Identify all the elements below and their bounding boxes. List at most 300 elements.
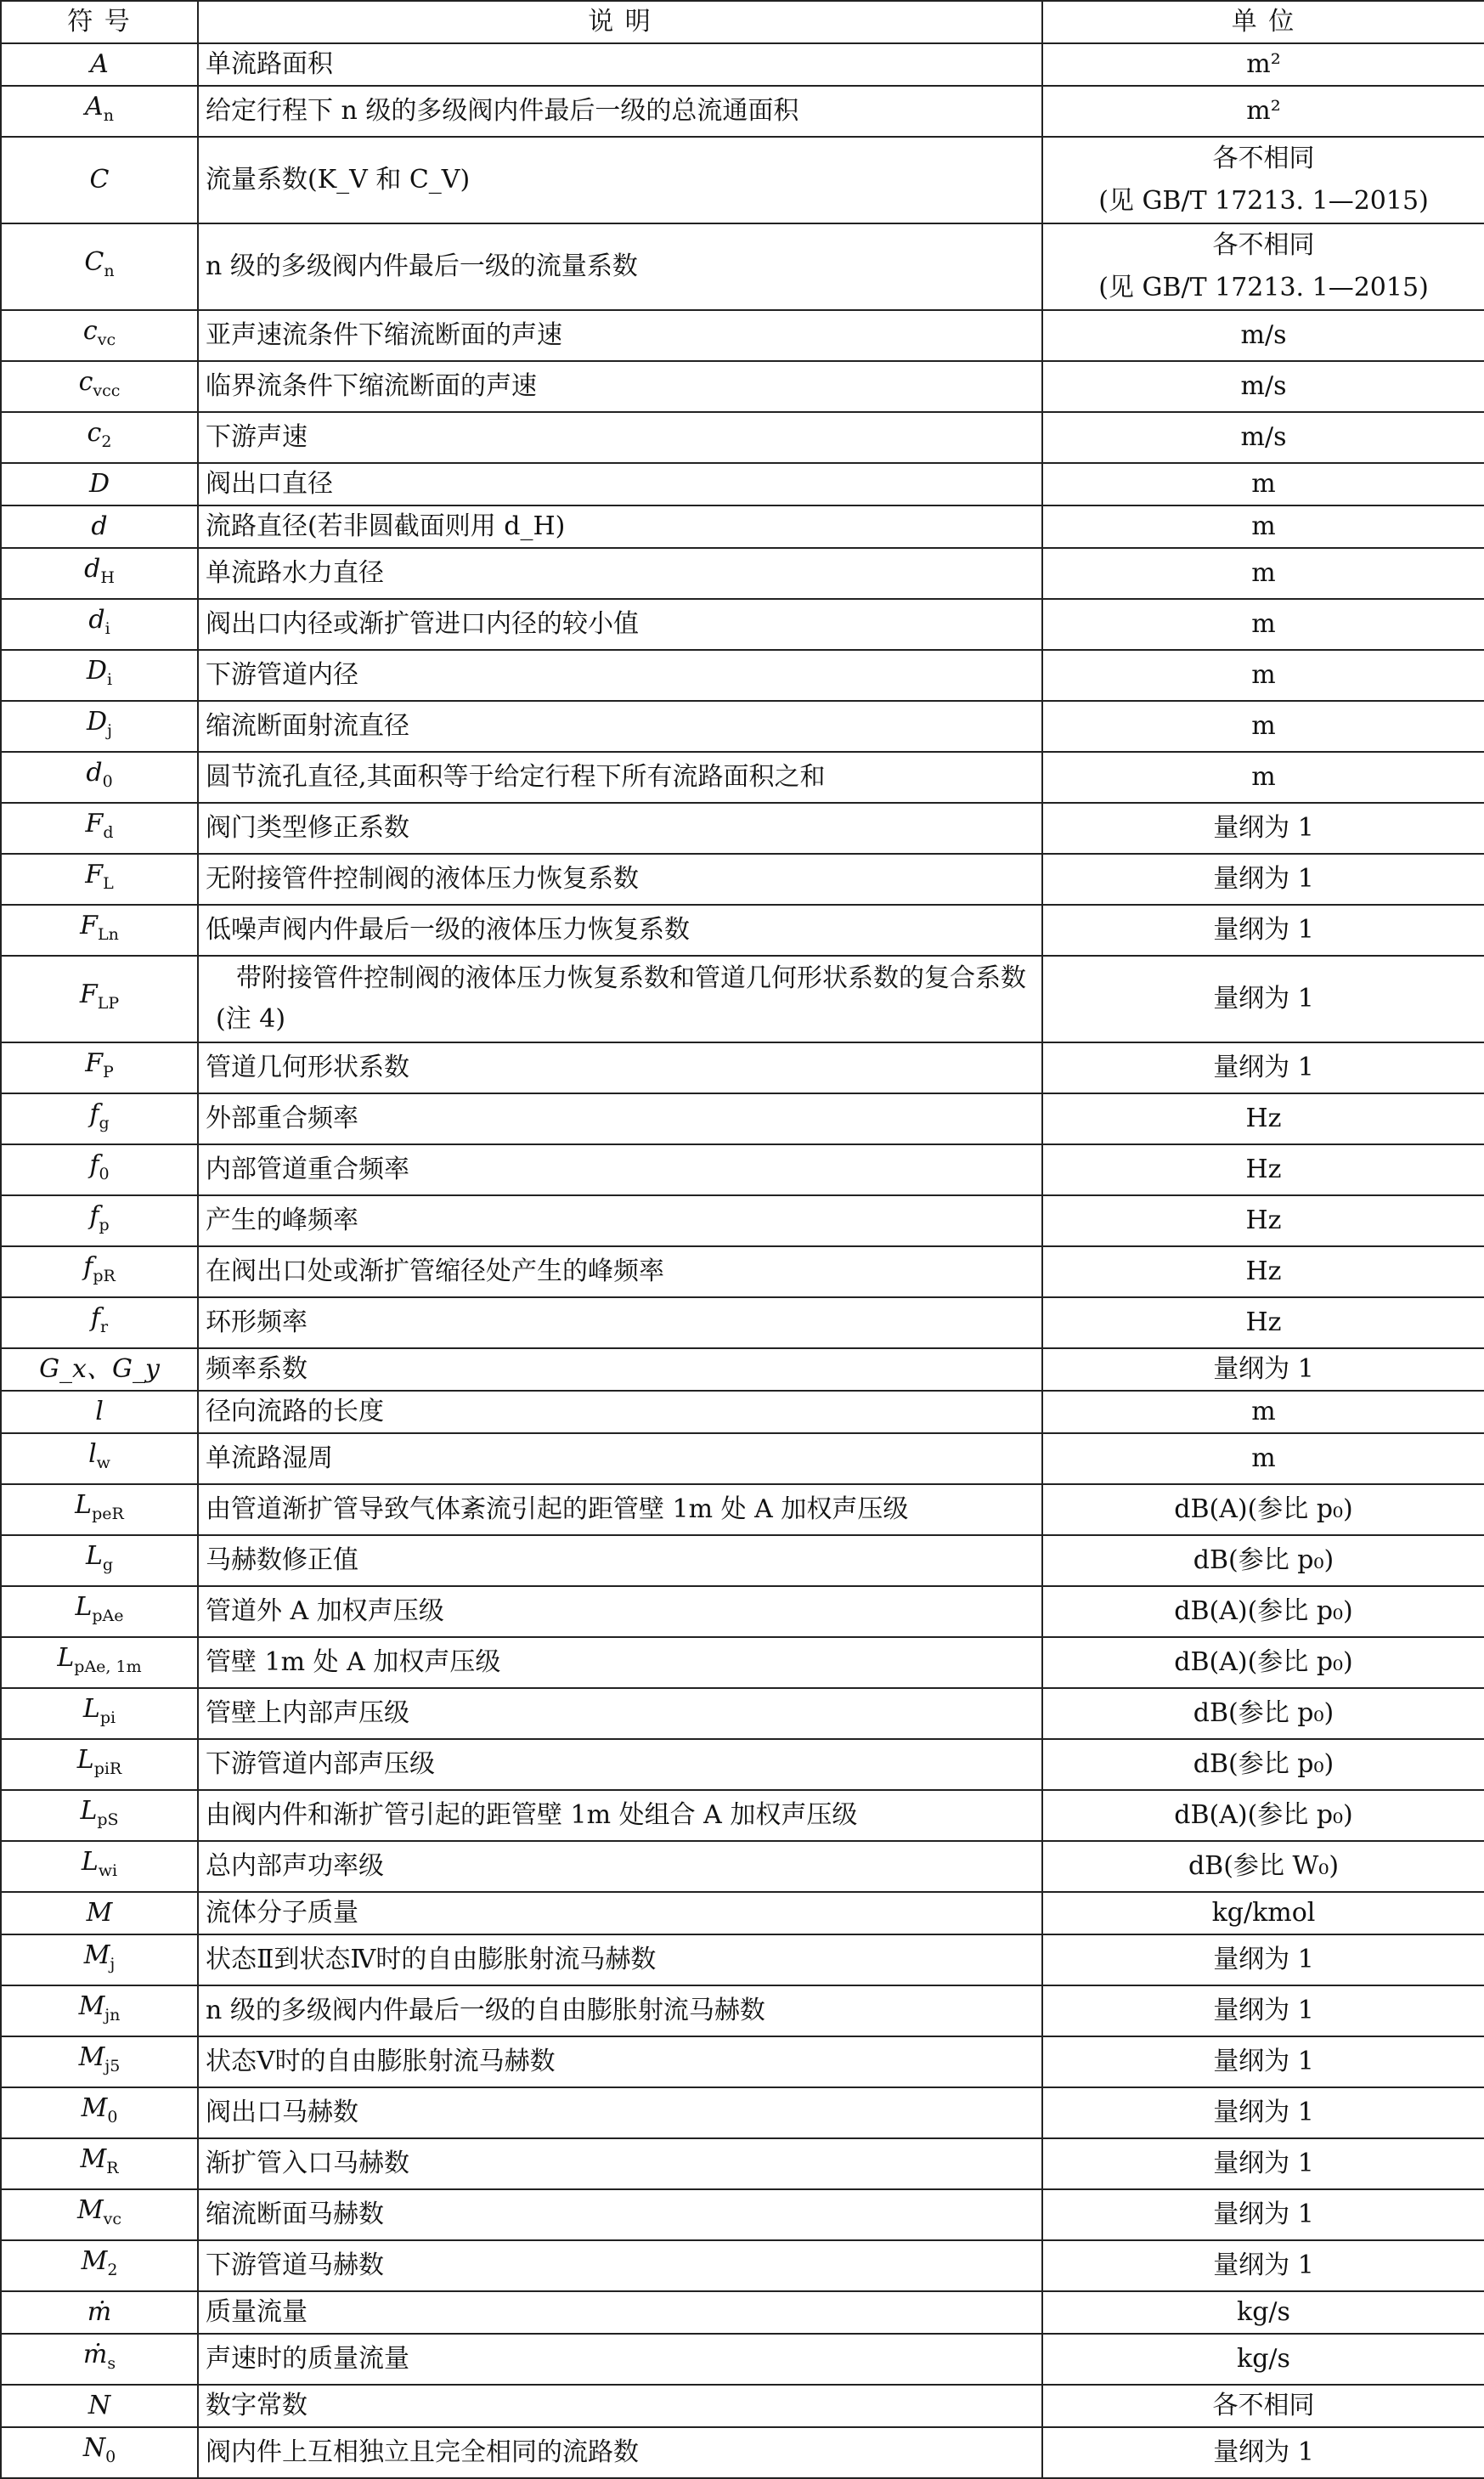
unit-text: 量纲为 1: [1213, 2149, 1314, 2178]
symbol-subscript: j5: [104, 2057, 121, 2075]
unit-cell: [1042, 1790, 1484, 1841]
symbol-cell: [1, 2385, 198, 2427]
table-row: [1, 463, 1484, 505]
unit-cell: [1042, 1985, 1484, 2036]
table-row: [1, 223, 1484, 310]
table-row: [1, 2087, 1484, 2138]
table-row: [1, 2334, 1484, 2385]
unit-text: m/s: [1240, 320, 1287, 350]
symbol-base: l: [95, 1397, 104, 1426]
unit-text: kg/kmol: [1211, 1898, 1316, 1928]
symbol-base: M: [83, 1940, 110, 1970]
symbol-base: L: [76, 1745, 94, 1775]
unit-cell: [1042, 1391, 1484, 1433]
symbol-cell: [1, 2427, 198, 2478]
table-row: [1, 1433, 1484, 1484]
description-cell: 由阀内件和渐扩管引起的距管壁 1m 处组合 A 加权声压级: [198, 1790, 1042, 1841]
symbol-base: M: [78, 1991, 105, 2021]
table-row: [1, 1348, 1484, 1391]
symbol-base: D: [87, 707, 108, 737]
unit-cell: [1042, 650, 1484, 701]
description-cell: 质量流量: [198, 2291, 1042, 2334]
description-cell: 管壁 1m 处 A 加权声压级: [198, 1637, 1042, 1688]
symbol-cell: [1, 599, 198, 650]
table-row: [1, 1042, 1484, 1093]
symbol-cell: [1, 2334, 198, 2385]
unit-cell: [1042, 1433, 1484, 1484]
symbol-subscript: vcc: [93, 381, 121, 400]
symbol-cell: [1, 43, 198, 86]
symbol-cell: [1, 1841, 198, 1892]
symbol-subscript: pAe, 1m: [74, 1657, 142, 1676]
unit-text: 量纲为 1: [1213, 1996, 1314, 2025]
description-cell: 下游声速: [198, 412, 1042, 463]
unit-text: 各不相同: [1212, 2391, 1315, 2420]
symbol-base: F: [79, 980, 98, 1009]
description-cell: 管道外 A 加权声压级: [198, 1586, 1042, 1637]
unit-text: kg/s: [1237, 2297, 1290, 2327]
symbol-subscript: pR: [93, 1267, 116, 1285]
description-cell: 临界流条件下缩流断面的声速: [198, 361, 1042, 412]
symbol-base: D: [86, 656, 107, 686]
unit-text: 量纲为 1: [1213, 2047, 1314, 2076]
symbol-subscript: R: [106, 2159, 119, 2177]
table-row: [1, 1297, 1484, 1348]
description-cell: 流体分子质量: [198, 1892, 1042, 1934]
description-cell: 外部重合频率: [198, 1093, 1042, 1144]
symbol-base: N: [87, 2391, 111, 2420]
symbol-cell: [1, 2087, 198, 2138]
table-row: [1, 803, 1484, 854]
unit-text: dB(参比 p₀): [1193, 1545, 1334, 1575]
description-cell: 阀出口马赫数: [198, 2087, 1042, 2138]
description-cell: 亚声速流条件下缩流断面的声速: [198, 310, 1042, 361]
description-cell: 管壁上内部声压级: [198, 1688, 1042, 1739]
unit-text: 量纲为 1: [1213, 2250, 1314, 2280]
unit-cell: [1042, 223, 1484, 310]
description-cell: 状态Ⅱ到状态Ⅳ时的自由膨胀射流马赫数: [198, 1934, 1042, 1985]
symbol-cell: [1, 1433, 198, 1484]
symbol-subscript: j: [107, 721, 112, 740]
unit-text: 量纲为 1: [1213, 864, 1314, 894]
symbol-subscript: jn: [104, 2006, 121, 2024]
unit-text: m/s: [1240, 422, 1287, 452]
symbol-base: F: [85, 1048, 104, 1078]
description-cell: 缩流断面射流直径: [198, 701, 1042, 752]
table-row: [1, 86, 1484, 137]
description-cell: 带附接管件控制阀的液体压力恢复系数和管道几何形状系数的复合系数(注 4): [198, 956, 1042, 1042]
unit-text: Hz: [1245, 1307, 1282, 1337]
symbol-cell: [1, 1637, 198, 1688]
symbol-cell: [1, 1586, 198, 1637]
symbol-base: L: [81, 1847, 99, 1877]
description-cell: 阀门类型修正系数: [198, 803, 1042, 854]
symbol-base: N: [82, 2433, 106, 2463]
symbol-subscript: w: [96, 1454, 110, 1472]
description-cell: n 级的多级阀内件最后一级的自由膨胀射流马赫数: [198, 1985, 1042, 2036]
table-row: [1, 1246, 1484, 1297]
table-row: [1, 1934, 1484, 1985]
symbol-subscript: g: [99, 1114, 110, 1132]
unit-cell: [1042, 463, 1484, 505]
description-cell: 渐扩管入口马赫数: [198, 2138, 1042, 2189]
description-cell: 在阀出口处或渐扩管缩径处产生的峰频率: [198, 1246, 1042, 1297]
unit-cell: [1042, 86, 1484, 137]
symbol-base: M: [81, 2246, 108, 2276]
table-row: [1, 650, 1484, 701]
symbol-cell: [1, 803, 198, 854]
symbol-subscript: peR: [92, 1505, 124, 1523]
symbol-cell: [1, 1892, 198, 1934]
unit-reference: (见 GB/T 17213. 1—2015): [1098, 273, 1429, 302]
unit-text: kg/s: [1237, 2344, 1290, 2374]
description-cell: 径向流路的长度: [198, 1391, 1042, 1433]
symbol-cell: [1, 905, 198, 956]
table-row: [1, 1841, 1484, 1892]
table-row: [1, 310, 1484, 361]
symbol-cell: [1, 650, 198, 701]
symbol-cell: [1, 463, 198, 505]
table-header-row: [1, 1, 1484, 43]
table-row: [1, 905, 1484, 956]
symbol-base: D: [88, 469, 110, 499]
symbol-cell: [1, 548, 198, 599]
unit-text: dB(参比 p₀): [1193, 1698, 1334, 1728]
symbol-cell: [1, 223, 198, 310]
symbol-subscript: vc: [97, 330, 116, 349]
symbol-base: c: [78, 367, 93, 397]
unit-text: dB(A)(参比 p₀): [1174, 1800, 1353, 1830]
description-cell: 单流路水力直径: [198, 548, 1042, 599]
table-row: [1, 43, 1484, 86]
table-row: [1, 1391, 1484, 1433]
unit-text: dB(A)(参比 p₀): [1174, 1647, 1353, 1677]
unit-text: 量纲为 1: [1213, 2199, 1314, 2229]
symbol-subscript: j: [110, 1955, 116, 1974]
unit-text: m: [1251, 1443, 1276, 1473]
symbol-base: F: [85, 860, 104, 889]
table-row: [1, 2385, 1484, 2427]
symbol-subscript: pAe: [92, 1607, 124, 1625]
unit-cell: [1042, 803, 1484, 854]
table-row: [1, 1739, 1484, 1790]
symbol-subscript: n: [104, 262, 115, 280]
unit-cell: [1042, 1093, 1484, 1144]
table-row: [1, 1985, 1484, 2036]
unit-text: m: [1251, 469, 1276, 499]
table-row: [1, 701, 1484, 752]
unit-cell: [1042, 2138, 1484, 2189]
unit-text: 量纲为 1: [1213, 813, 1314, 843]
symbol-base: A: [90, 49, 109, 79]
table-row: [1, 548, 1484, 599]
table-row: [1, 2427, 1484, 2478]
description-cell: 流路直径(若非圆截面则用 d_H): [198, 505, 1042, 548]
symbol-subscript: 2: [101, 432, 112, 451]
unit-cell: [1042, 412, 1484, 463]
symbol-subscript: n: [103, 106, 114, 125]
table-row: [1, 505, 1484, 548]
symbol-cell: [1, 1246, 198, 1297]
symbol-subscript: H: [100, 568, 115, 587]
table-row: [1, 1688, 1484, 1739]
description-cell: 阀出口直径: [198, 463, 1042, 505]
unit-text: m: [1251, 1397, 1276, 1426]
unit-cell: [1042, 505, 1484, 548]
unit-text: 量纲为 1: [1213, 984, 1314, 1014]
unit-cell: [1042, 2036, 1484, 2087]
symbol-cell: [1, 854, 198, 905]
symbol-base: f: [89, 1099, 99, 1129]
header-unit: 单 位: [1042, 1, 1484, 43]
unit-text: Hz: [1245, 1256, 1282, 1286]
unit-cell: [1042, 854, 1484, 905]
unit-text: m: [1251, 609, 1276, 639]
symbol-cell: [1, 1739, 198, 1790]
header-description: 说 明: [198, 1, 1042, 43]
symbol-base: ṁ: [82, 2340, 108, 2369]
unit-cell: [1042, 2385, 1484, 2427]
unit-cell: [1042, 2240, 1484, 2291]
symbol-subscript: s: [107, 2354, 116, 2373]
symbol-base: M: [86, 1898, 113, 1928]
symbol-base: L: [85, 1541, 103, 1571]
symbol-subscript: P: [103, 1063, 114, 1081]
symbol-base: C: [84, 247, 104, 277]
symbol-cell: [1, 1484, 198, 1535]
table-row: [1, 1093, 1484, 1144]
unit-text: 量纲为 1: [1213, 2437, 1314, 2467]
unit-cell: [1042, 1144, 1484, 1195]
unit-text: dB(A)(参比 p₀): [1174, 1494, 1353, 1524]
unit-cell: [1042, 1042, 1484, 1093]
symbol-cell: [1, 2036, 198, 2087]
table-row: [1, 1484, 1484, 1535]
unit-cell: [1042, 1934, 1484, 1985]
symbol-cell: [1, 2240, 198, 2291]
unit-text: Hz: [1245, 1104, 1282, 1133]
symbol-cell: [1, 752, 198, 803]
symbol-base: L: [75, 1592, 93, 1622]
symbol-base: d: [84, 554, 101, 584]
description-cell: 圆节流孔直径,其面积等于给定行程下所有流路面积之和: [198, 752, 1042, 803]
symbol-subscript: pi: [99, 1708, 116, 1727]
symbol-cell: [1, 1093, 198, 1144]
unit-text: m²: [1246, 49, 1281, 79]
unit-text: m: [1251, 762, 1276, 792]
symbol-base: C: [89, 165, 110, 195]
unit-text: m: [1251, 511, 1276, 541]
unit-text: dB(参比 p₀): [1193, 1749, 1334, 1779]
symbol-cell: [1, 2291, 198, 2334]
symbol-cell: [1, 1535, 198, 1586]
symbol-base: M: [81, 2093, 108, 2123]
symbol-cell: [1, 1144, 198, 1195]
unit-text: dB(参比 W₀): [1188, 1851, 1340, 1881]
symbol-cell: [1, 361, 198, 412]
symbol-base: c: [87, 418, 102, 448]
description-cell: 管道几何形状系数: [198, 1042, 1042, 1093]
symbol-base: d: [86, 758, 103, 788]
unit-cell: [1042, 2087, 1484, 2138]
symbol-base: A: [85, 92, 104, 121]
table-row: [1, 599, 1484, 650]
unit-text: 量纲为 1: [1213, 2098, 1314, 2127]
description-cell: 流量系数(K_V 和 C_V): [198, 137, 1042, 223]
unit-cell: [1042, 1892, 1484, 1934]
description-cell: 单流路面积: [198, 43, 1042, 86]
symbol-subscript: g: [102, 1556, 114, 1574]
symbol-subscript: i: [106, 670, 113, 689]
symbol-base: F: [80, 911, 98, 940]
table-row: [1, 412, 1484, 463]
unit-cell: [1042, 2291, 1484, 2334]
symbol-cell: [1, 1985, 198, 2036]
symbol-base: d: [88, 605, 105, 635]
unit-cell: [1042, 2189, 1484, 2240]
description-cell: 低噪声阀内件最后一级的液体压力恢复系数: [198, 905, 1042, 956]
table-row: [1, 854, 1484, 905]
symbol-cell: [1, 310, 198, 361]
symbol-cell: [1, 1391, 198, 1433]
unit-cell: [1042, 1348, 1484, 1391]
table-row: [1, 2291, 1484, 2334]
symbol-subscript: Ln: [97, 925, 119, 944]
symbol-cell: [1, 1042, 198, 1093]
symbol-cell: [1, 505, 198, 548]
symbol-subscript: wi: [98, 1861, 118, 1880]
unit-cell: [1042, 2334, 1484, 2385]
symbol-base: d: [91, 511, 108, 541]
unit-cell: [1042, 1297, 1484, 1348]
symbol-base: M: [76, 2195, 104, 2225]
header-symbol: 符 号: [1, 1, 198, 43]
unit-text: Hz: [1245, 1206, 1282, 1235]
symbol-base: L: [82, 1694, 100, 1724]
symbol-subscript: i: [104, 619, 110, 638]
table-row: [1, 361, 1484, 412]
unit-cell: [1042, 1739, 1484, 1790]
symbol-cell: [1, 412, 198, 463]
unit-text: Hz: [1245, 1155, 1282, 1184]
table-row: [1, 2189, 1484, 2240]
symbol-base: f: [89, 1201, 99, 1231]
unit-cell: [1042, 599, 1484, 650]
symbol-base: L: [57, 1643, 75, 1673]
symbol-cell: [1, 956, 198, 1042]
description-cell: 阀出口内径或渐扩管进口内径的较小值: [198, 599, 1042, 650]
symbol-cell: [1, 2138, 198, 2189]
description-cell: 频率系数: [198, 1348, 1042, 1391]
symbol-cell: [1, 2189, 198, 2240]
unit-cell: [1042, 137, 1484, 223]
table-row: [1, 752, 1484, 803]
unit-cell: [1042, 1484, 1484, 1535]
unit-text: 量纲为 1: [1213, 915, 1314, 945]
symbol-base: G_x、G_y: [39, 1354, 160, 1384]
description-cell: 产生的峰频率: [198, 1195, 1042, 1246]
symbol-base: f: [90, 1303, 100, 1333]
unit-cell: [1042, 548, 1484, 599]
description-cell: 下游管道内部声压级: [198, 1739, 1042, 1790]
symbol-base: ṁ: [87, 2297, 112, 2327]
unit-text: m²: [1246, 96, 1281, 126]
unit-text: 量纲为 1: [1213, 1945, 1314, 1974]
unit-cell: [1042, 701, 1484, 752]
unit-cell: [1042, 1535, 1484, 1586]
symbol-subscript: d: [103, 823, 114, 842]
table-row: [1, 956, 1484, 1042]
symbol-subscript: 0: [102, 772, 113, 791]
table-row: [1, 2036, 1484, 2087]
symbol-base: f: [83, 1252, 93, 1282]
symbol-cell: [1, 1297, 198, 1348]
symbol-cell: [1, 1790, 198, 1841]
unit-cell: [1042, 905, 1484, 956]
symbol-base: F: [85, 809, 104, 839]
unit-cell: [1042, 1688, 1484, 1739]
description-cell: 单流路湿周: [198, 1433, 1042, 1484]
unit-text: m: [1251, 558, 1276, 588]
unit-cell: [1042, 1637, 1484, 1688]
description-cell: n 级的多级阀内件最后一级的流量系数: [198, 223, 1042, 310]
description-cell: 马赫数修正值: [198, 1535, 1042, 1586]
unit-cell: [1042, 1841, 1484, 1892]
symbol-subscript: 0: [107, 2108, 118, 2126]
description-cell: 环形频率: [198, 1297, 1042, 1348]
symbol-base: M: [80, 2144, 107, 2174]
description-cell: 下游管道内径: [198, 650, 1042, 701]
table-row: [1, 1535, 1484, 1586]
unit-cell: [1042, 43, 1484, 86]
symbol-subscript: L: [103, 874, 114, 893]
unit-text: m: [1251, 711, 1276, 741]
table-row: [1, 1790, 1484, 1841]
symbol-subscript: p: [99, 1216, 110, 1234]
unit-cell: [1042, 1195, 1484, 1246]
table-row: [1, 2138, 1484, 2189]
description-cell: 阀内件上互相独立且完全相同的流路数: [198, 2427, 1042, 2478]
symbol-base: f: [89, 1150, 99, 1180]
table-row: [1, 1586, 1484, 1637]
symbol-subscript: 0: [99, 1165, 110, 1183]
unit-cell: [1042, 752, 1484, 803]
description-cell: 状态Ⅴ时的自由膨胀射流马赫数: [198, 2036, 1042, 2087]
unit-cell: [1042, 310, 1484, 361]
unit-text: dB(A)(参比 p₀): [1174, 1596, 1353, 1626]
unit-text: m/s: [1240, 371, 1287, 401]
description-cell: 下游管道马赫数: [198, 2240, 1042, 2291]
symbol-base: M: [78, 2042, 105, 2072]
unit-cell: [1042, 1586, 1484, 1637]
symbol-base: L: [75, 1490, 93, 1520]
table-body: [1, 43, 1484, 2478]
description-cell: 无附接管件控制阀的液体压力恢复系数: [198, 854, 1042, 905]
description-cell: 缩流断面马赫数: [198, 2189, 1042, 2240]
symbol-base: c: [82, 316, 98, 346]
description-cell: 内部管道重合频率: [198, 1144, 1042, 1195]
unit-cell: [1042, 956, 1484, 1042]
description-cell: 声速时的质量流量: [198, 2334, 1042, 2385]
description-cell: 给定行程下 n 级的多级阀内件最后一级的总流通面积: [198, 86, 1042, 137]
unit-text: 量纲为 1: [1213, 1053, 1314, 1082]
table-row: [1, 2240, 1484, 2291]
symbol-subscript: 2: [107, 2261, 118, 2279]
symbol-cell: [1, 1195, 198, 1246]
unit-cell: [1042, 1246, 1484, 1297]
table-row: [1, 1195, 1484, 1246]
table-row: [1, 1892, 1484, 1934]
